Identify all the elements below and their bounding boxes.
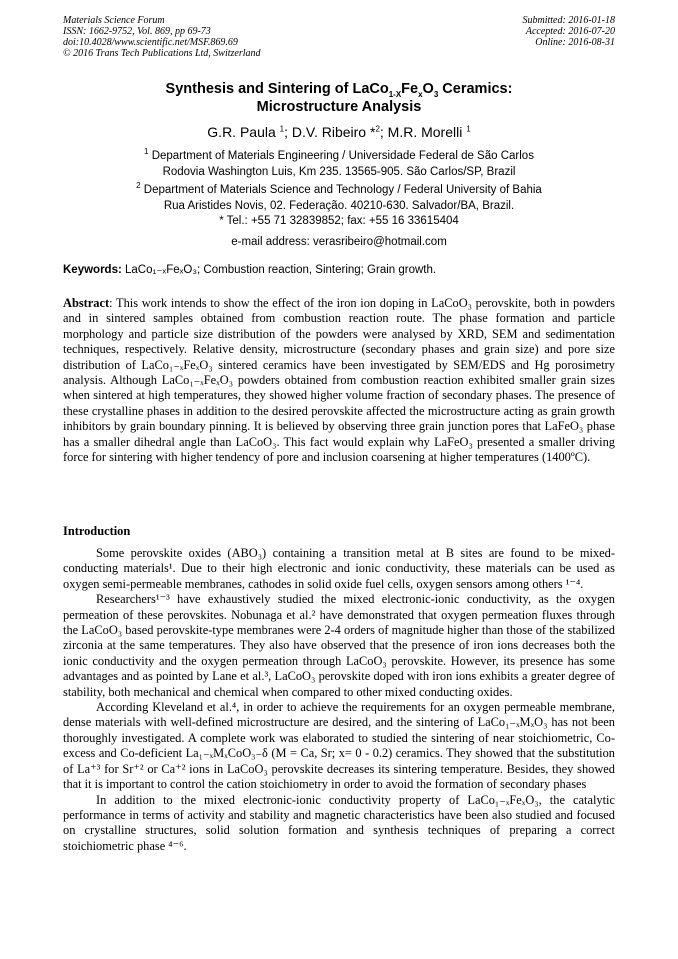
dates-info bbox=[523, 15, 616, 48]
affiliation-2-line1: Department of Materials Science and Technology / Federal University of Bahia bbox=[140, 184, 542, 196]
author-3: ; M.R. Morelli bbox=[379, 124, 467, 140]
abstract-label: Abstract bbox=[63, 296, 110, 310]
online-date: Online: 2016-08-31 bbox=[535, 37, 615, 48]
affiliation-2 bbox=[60, 183, 618, 230]
author-3-affil: 1 bbox=[466, 124, 471, 134]
title-sub: 3 bbox=[433, 89, 439, 99]
author-2: ; D.V. Ribeiro * bbox=[284, 124, 376, 140]
title-sub: 1-X bbox=[388, 89, 402, 99]
title-part: Ceramics: bbox=[438, 81, 513, 97]
copyright-line: © 2016 Trans Tech Publications Ltd, Switzerland bbox=[63, 48, 261, 59]
keywords-label: Keywords: bbox=[63, 264, 122, 276]
title-part: Fe bbox=[401, 81, 419, 97]
contact-email: e-mail address: verasribeiro@hotmail.com bbox=[231, 236, 447, 248]
introduction-body bbox=[63, 546, 615, 854]
paper-title bbox=[60, 80, 618, 116]
contact-phone: * Tel.: +55 71 32839852; fax: +55 16 33615404 bbox=[219, 215, 459, 227]
keywords bbox=[63, 263, 615, 278]
journal-info bbox=[63, 15, 261, 59]
affiliation-1-line1: Department of Materials Engineering / Universidade Federal de São Carlos bbox=[148, 150, 534, 162]
paragraph: Some perovskite oxides (ABO₃) containing a transition metal at B sites are found to be mixed-conducting materials¹. Due to their high electronic and ionic conductivity, these materials can be used as oxygen semi-permeable membranes, cathodes in solid oxide fuel cells, oxygen sensors among others ¹⁻⁴. bbox=[63, 546, 615, 591]
paragraph: Researchers¹⁻³ have exhaustively studied the mixed electronic-ionic conductivity, as the oxygen permeation of these perovskites. Nobunaga et al.² have demonstrated that oxygen permeation fluxes through the LaCoO₃ based perovskite-type membranes were 2-4 orders of magnitude higher than those of the stabilized zirconia at the same temperatures. They also have observed that the presence of iron ions decreases both the ionic conductivity and the oxygen permeation through LaCoO₃ perovskite. However, its presence has some advantages and as pointed by Lane et al.³, LaCoO₃ perovskite doped with iron ions exhibits a greater degree of stability, both mechanical and chemical when compared to other mixed conducting oxides. bbox=[63, 592, 615, 699]
doi-line: doi:10.4028/www.scientific.net/MSF.869.69 bbox=[63, 37, 238, 48]
title-part: Synthesis and Sintering of LaCo bbox=[165, 81, 389, 97]
submitted-date: Submitted: 2016-01-18 bbox=[522, 15, 615, 26]
author-1-affil: 1 bbox=[279, 124, 285, 134]
affiliation-1 bbox=[60, 149, 618, 180]
title-part: O bbox=[422, 81, 434, 97]
affiliation-1-line2: Rodovia Washington Luis, Km 235. 13565-905. São Carlos/SP, Brazil bbox=[162, 165, 516, 178]
title-line2: Microstructure Analysis bbox=[256, 99, 422, 115]
section-heading: Introduction bbox=[63, 524, 131, 538]
paragraph: According Kleveland et al.⁴, in order to achieve the requirements for an oxygen permeable membrane, dense materials with well-defined microstructure are desired, and the sintering of LaCo₁₋ₓMₓO₃ has not been thoroughly investigated. A complete work was elaborated to studied the sintering of near stoichiometric, Co-excess and Co-deficient La₁₋ₓMₓCoO₃₋δ (M = Ca, Sr; x= 0 - 0.2) ceramics. They showed that the substitution of La⁺³ for Sr⁺² or Ca⁺² ions in LaCoO₃ perovskite decreases its sintering temperature. Besides, they showed that it is important to control the cation stoichiometry in order to avoid the formation of secondary phases bbox=[63, 700, 615, 792]
author-1: G.R. Paula bbox=[207, 124, 280, 140]
paragraph: In addition to the mixed electronic-ionic conductivity property of LaCo₁₋ₓFeₓO₃, the catalytic performance in terms of activity and stability and magnetic characteristics have been also studied and focused on crystalline structures, solid solution formation and synthesis techniques of preparing a correct stoichiometric phase ⁴⁻⁶. bbox=[63, 792, 615, 853]
abstract-text: : This work intends to show the effect of the iron ion doping in LaCoO₃ perovskite, both in powders and in sintered samples obtained from combustion reaction route. The phase formation and particle morphology and particle size distribution of the powders were analysed by XRD, SEM and sedimentation techniques, respectively. Relative density, microstructure (secondary phases and grain size) and pore size distribution of LaCo₁₋ₓFeₓO₃ sintered ceramics have been investigated by SEM/EDS and Hg porosimetry analysis. Although LaCo₁₋ₓFeₓO₃ powders obtained from combustion reaction exhibited smaller grain sizes when sintered at high temperatures, they showed higher volume fraction of secondary phases. The presence of these crystalline phases in addition to the desired perovskite affected the microstructure acting as grain growth inhibitors by grain boundary pinning. It is believed by observing three grain junction pores that LaFeO₃ phase has a smaller dihedral angle than LaCoO₃. This fact would explain why LaFeO₃ presented a smaller driving force for sintering with higher tendency of pore and inclusion coarsening at higher temperatures (1400ºC). bbox=[63, 296, 615, 465]
author-list bbox=[60, 124, 618, 141]
affiliation-1-marker: 1 bbox=[144, 147, 149, 157]
accepted-date: Accepted: 2016-07-20 bbox=[525, 26, 615, 37]
affiliation-2-line2: Rua Aristides Novis, 02. Federação. 40210-630. Salvador/BA, Brazil. bbox=[163, 199, 515, 212]
issn-line: ISSN: 1662-9752, Vol. 869, pp 69-73 bbox=[63, 26, 211, 37]
journal-name: Materials Science Forum bbox=[63, 15, 165, 26]
keywords-text: LaCo₁₋ₓFeₓO₃; Combustion reaction, Sintering; Grain growth. bbox=[121, 264, 437, 276]
author-2-affil: 2 bbox=[375, 124, 380, 134]
title-sub: x bbox=[418, 89, 423, 99]
abstract bbox=[63, 296, 615, 465]
affiliation-2-marker: 2 bbox=[136, 181, 141, 191]
